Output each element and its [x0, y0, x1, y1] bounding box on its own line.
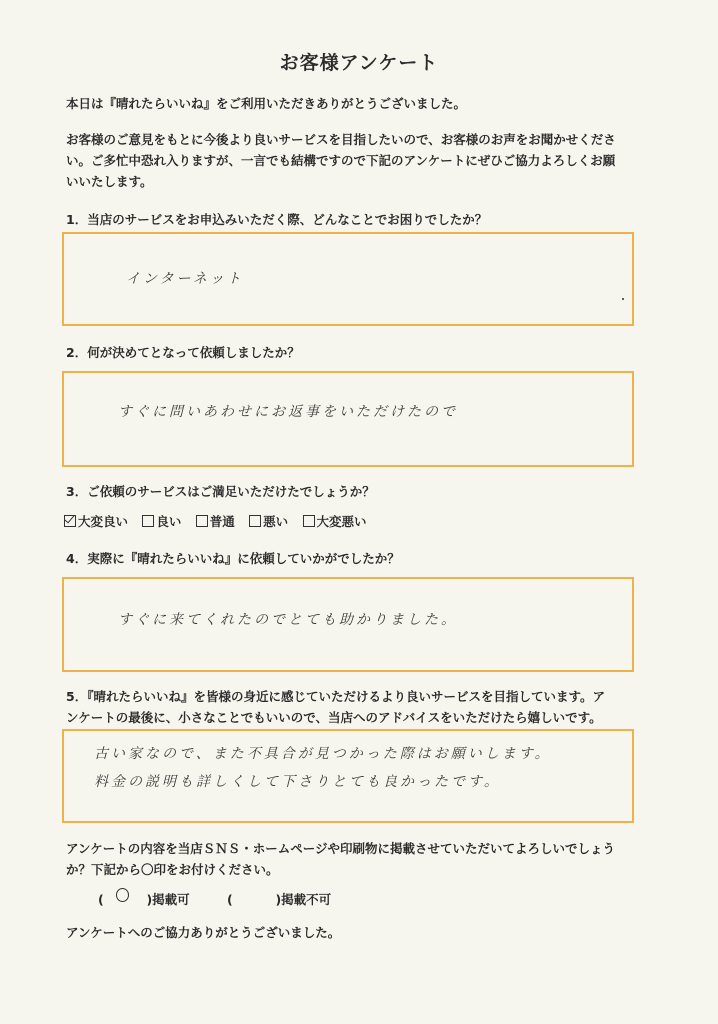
question-2-label: 2．何が決めてとなって依頼しましたか？	[66, 345, 300, 360]
question-1-answer: インターネット	[126, 271, 244, 287]
question-4-answer-box[interactable]	[62, 577, 634, 672]
consent-question-line-1: アンケートの内容を当店ＳＮＳ・ホームページや印刷物に掲載させていただいてよろしいでしょう	[66, 841, 616, 856]
closing-message: アンケートへのご協力ありがとうございました。	[66, 925, 341, 940]
checkbox-icon	[142, 515, 154, 527]
question-3-label: 3．ご依頼のサービスはご満足いただけたでしょうか？	[66, 484, 375, 499]
question-4-answer: すぐに来てくれたのでとても助かりました。	[118, 612, 458, 628]
question-5-label-line-1: 5．『晴れたらいいね』を皆様の身近に感じていただけるより良いサービスを目指しています。ア	[66, 689, 605, 704]
consent-no-label: 掲載不可	[281, 892, 332, 907]
question-5-answer-line-1: 古い家なので、また不具合が見つかった際はお願いします。	[94, 746, 552, 762]
page-title: お客様アンケート	[279, 52, 439, 74]
consent-option-yes[interactable]: ( )掲載可	[98, 892, 190, 907]
checkbox-icon	[196, 515, 208, 527]
consent-question-line-2: か？下記から〇印をお付けください。	[66, 862, 279, 877]
checked-box-icon	[64, 515, 76, 527]
checkbox-icon	[303, 515, 315, 527]
question-2-answer-box[interactable]	[62, 371, 634, 467]
option-very-good[interactable]: 大変良い	[64, 514, 128, 529]
intro-line-3: い。ご多忙中恐れ入りますが、一言でも結構ですので下記のアンケートにぜひご協力よろしくお願	[66, 153, 616, 168]
question-1-answer-box[interactable]	[62, 232, 634, 326]
consent-yes-label: 掲載可	[152, 892, 190, 907]
consent-option-no[interactable]: ( )掲載不可	[227, 892, 332, 907]
question-2-answer: すぐに問いあわせにお返事をいただけたので	[118, 404, 458, 420]
intro-line-4: いいたします。	[66, 174, 153, 189]
option-bad[interactable]: 悪い	[249, 514, 288, 529]
question-1-label: 1．当店のサービスをお申込みいただく際、どんなことでお困りでしたか？	[66, 212, 488, 227]
question-5-label-line-2: ンケートの最後に、小さなことでもいいので、当店へのアドバイスをいただけたら嬉しいです。	[66, 710, 602, 725]
option-good[interactable]: 良い	[142, 514, 181, 529]
question-5-answer-line-2: 料金の説明も詳しくして下さりとても良かったです。	[94, 774, 501, 790]
option-very-bad[interactable]: 大変悪い	[303, 514, 367, 529]
intro-line-2: お客様のご意見をもとに今後より良いサービスを目指したいので、お客様のお声をお聞かせくださ	[66, 132, 616, 147]
option-average[interactable]: 普通	[196, 514, 235, 529]
hand-drawn-circle-icon	[116, 888, 129, 902]
question-5-answer-box[interactable]	[62, 729, 634, 823]
checkbox-icon	[249, 515, 261, 527]
ink-dot	[622, 298, 624, 300]
satisfaction-options	[64, 512, 377, 530]
intro-line-1: 本日は『晴れたらいいね』をご利用いただきありがとうございました。	[66, 96, 467, 111]
question-4-label: 4．実際に『晴れたらいいね』に依頼していかがでしたか？	[66, 551, 400, 566]
